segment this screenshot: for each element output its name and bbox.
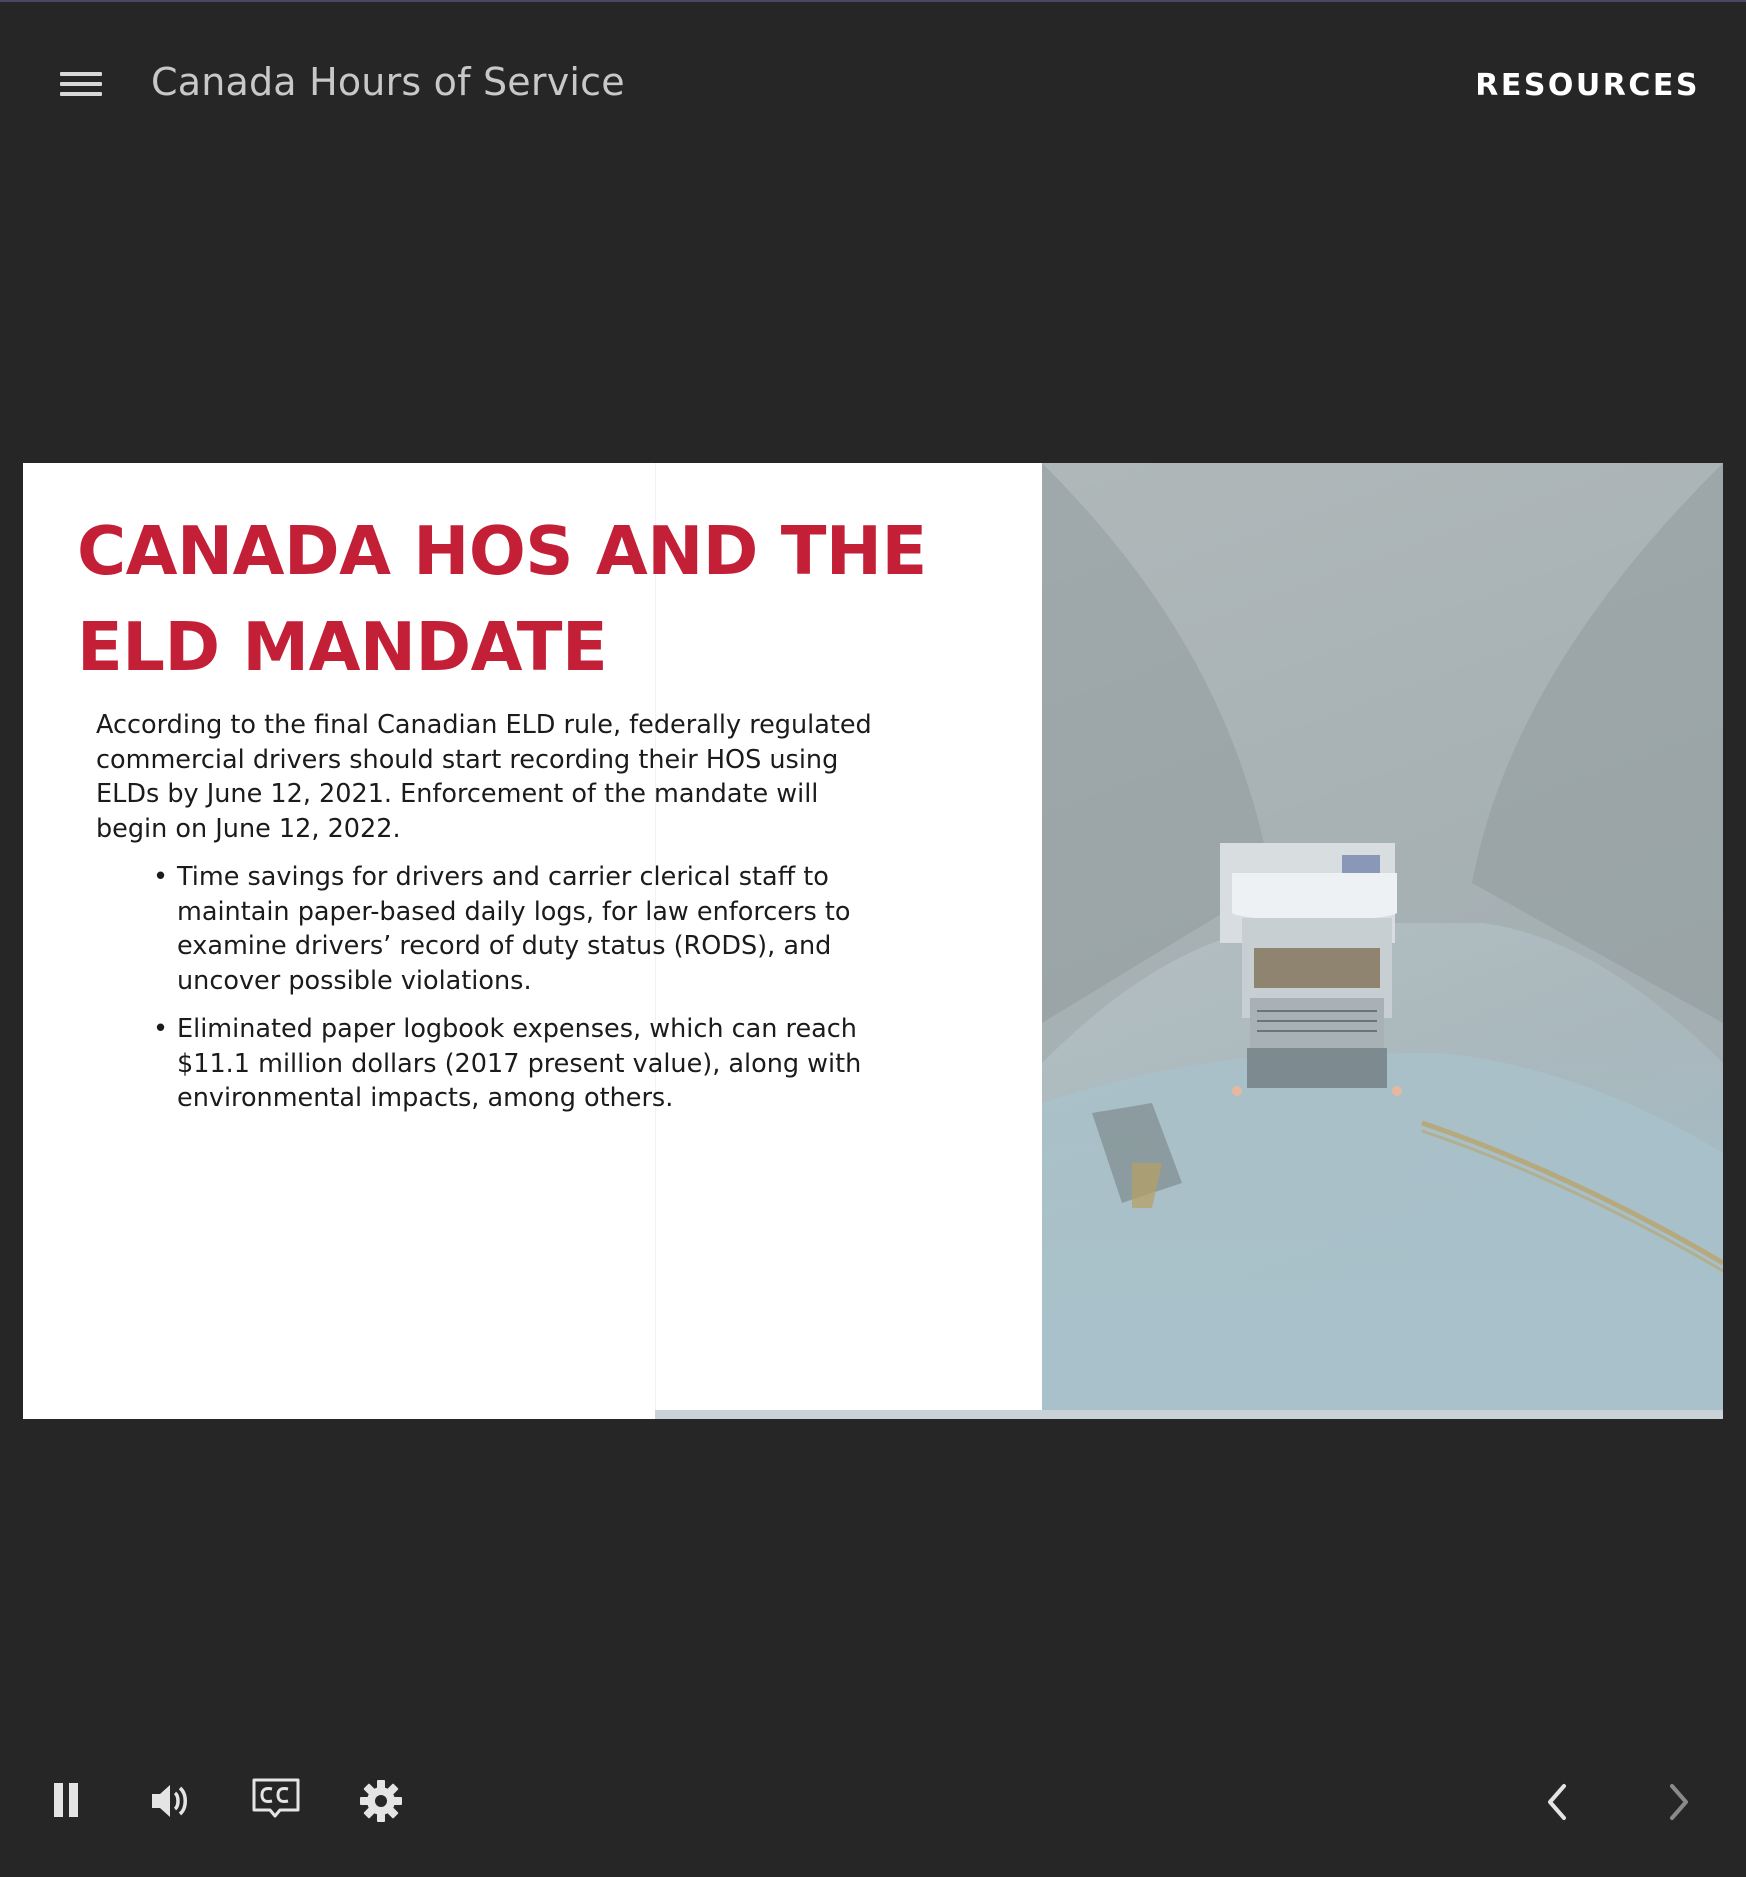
gear-icon[interactable]: [358, 1778, 404, 1824]
bullet-dot: •: [153, 1014, 169, 1044]
bullet-dot: •: [153, 862, 169, 892]
bullet-list: [153, 860, 883, 1130]
chevron-left-icon[interactable]: [1540, 1780, 1574, 1824]
closed-captions-icon[interactable]: [250, 1776, 302, 1822]
bullet-text: Eliminated paper logbook expenses, which can reach $11.1 million dollars (2017 present value), along with environmental impacts, among others.: [177, 1014, 862, 1113]
chevron-right-icon[interactable]: [1662, 1780, 1696, 1824]
truck-photo: [1042, 463, 1723, 1419]
bullet-item: [153, 1012, 883, 1116]
slide: [23, 463, 1723, 1419]
bullet-item: [153, 860, 883, 998]
course-title: Canada Hours of Service: [151, 60, 625, 104]
player-controls: [0, 1740, 1746, 1850]
header: [0, 2, 1746, 162]
slide-bottom-strip: [655, 1410, 1723, 1419]
pause-icon[interactable]: [52, 1783, 80, 1823]
resources-button[interactable]: RESOURCES: [1475, 68, 1700, 103]
truck-image-icon: [1042, 463, 1723, 1419]
slide-headline: CANADA HOS AND THE ELD MANDATE: [77, 512, 927, 686]
volume-icon[interactable]: [148, 1778, 194, 1824]
bullet-text: Time savings for drivers and carrier clerical staff to maintain paper-based daily logs, for law enforcers to examine drivers’ record of duty status (RODS), and uncover possible violations.: [177, 862, 851, 996]
menu-icon[interactable]: [56, 66, 108, 102]
slide-intro: According to the final Canadian ELD rule, federally regulated commercial drivers should start recording their HOS using ELDs by June 12, 2021. Enforcement of the mandate will begin on June 12, 2022.: [96, 710, 872, 844]
